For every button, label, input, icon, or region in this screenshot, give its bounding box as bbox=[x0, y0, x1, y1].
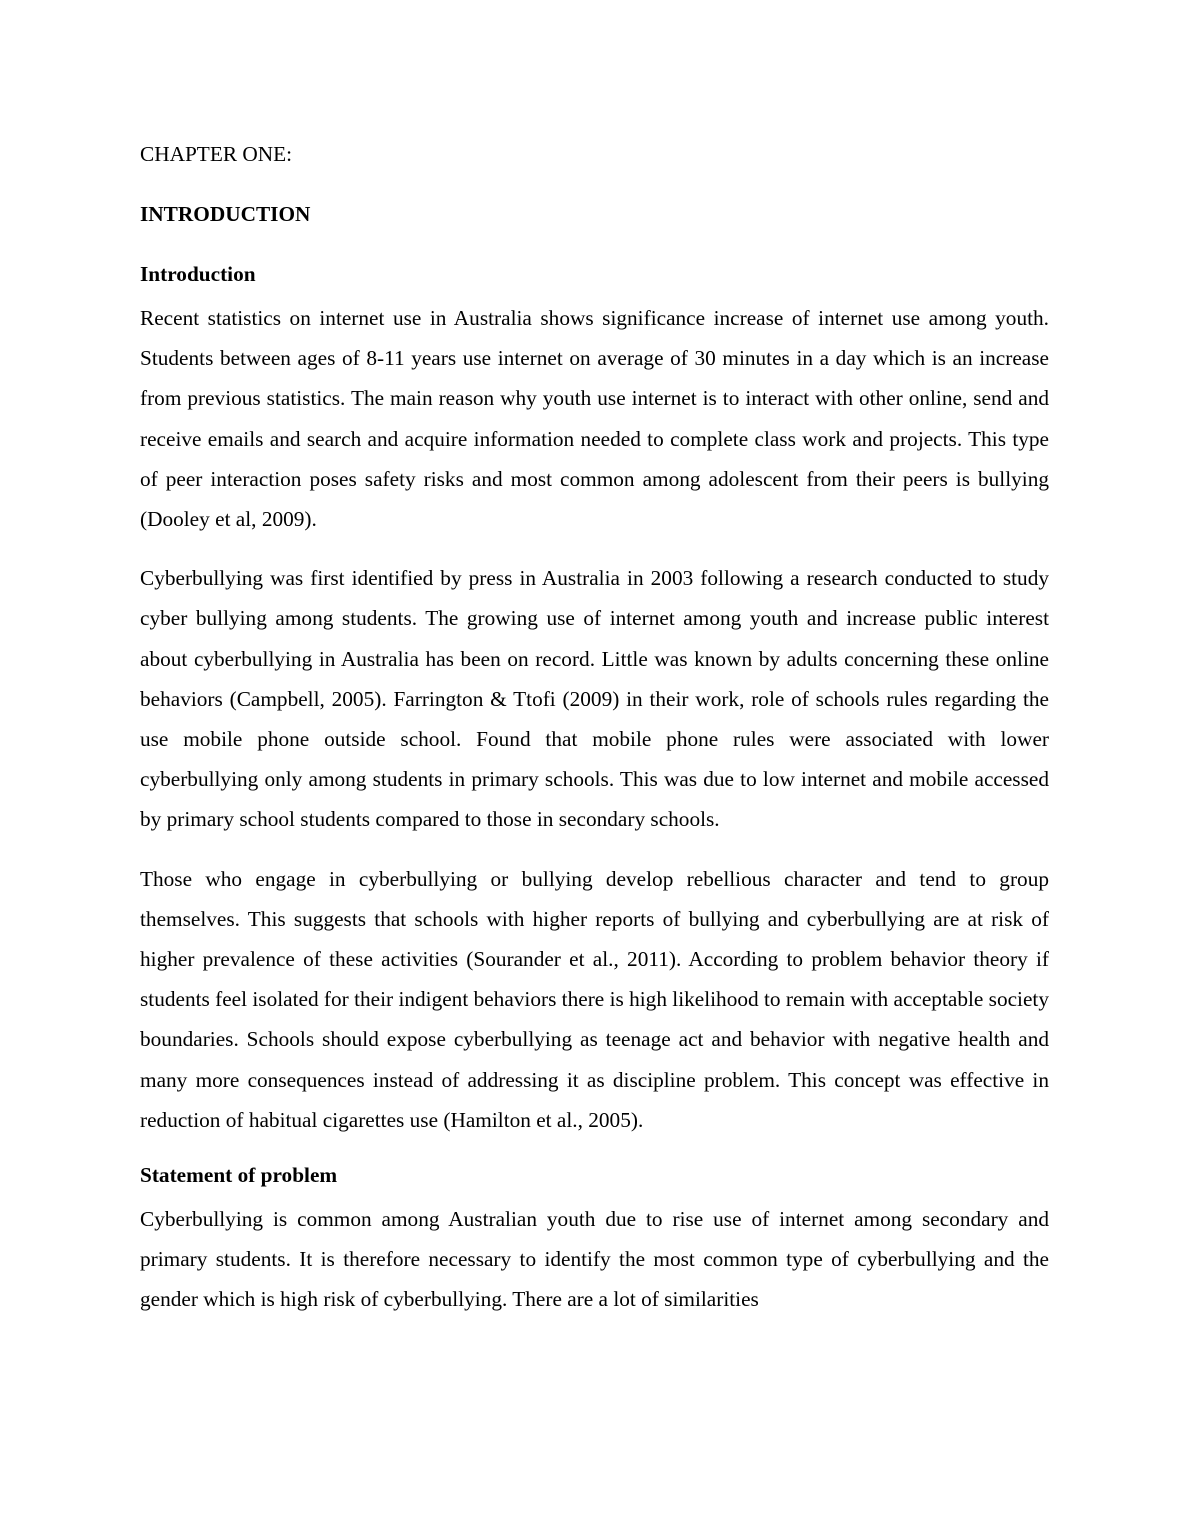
intro-paragraph-1: Recent statistics on internet use in Australia shows significance increase of internet use among youth. Students between ages of 8-11 years use internet on average of 30 minutes in a day which is an increase from previous statistics. The main reason why youth use internet is to interact with other online, send and receive emails and search and acquire information needed to complete class work and projects. This type of peer interaction poses safety risks and most common among adolescent from their peers is bullying (Dooley et al, 2009). bbox=[140, 306, 1049, 532]
document-page bbox=[140, 138, 1049, 1320]
section-heading-statement-of-problem: Statement of problem bbox=[140, 1163, 338, 1188]
section-heading-introduction: Introduction bbox=[140, 262, 256, 286]
intro-paragraph-2: Cyberbullying was first identified by press in Australia in 2003 following a research conducted to study cyber bullying among students. The growing use of internet among youth and increase public interest about cyberbullying in Australia has been on record. Little was known by adults concerning these online behaviors (Campbell, 2005). Farrington & Ttofi (2009) in their work, role of schools rules regarding the use mobile phone outside school. Found that mobile phone rules were associated with lower cyberbullying only among students in primary schools. This was due to low internet and mobile accessed by primary school students compared to those in secondary schools. bbox=[140, 566, 1049, 832]
intro-paragraph-3: Those who engage in cyberbullying or bullying develop rebellious character and tend to group themselves. This suggests that schools with higher reports of bullying and cyberbullying are at risk of higher prevalence of these activities (Sourander et al., 2011). According to problem behavior theory if students feel isolated for their indigent behaviors there is high likelihood to remain with acceptable society boundaries. Schools should expose cyberbullying as teenage act and behavior with negative health and many more consequences instead of addressing it as discipline problem. This concept was effective in reduction of habitual cigarettes use (Hamilton et al., 2005). bbox=[140, 866, 1049, 1132]
problem-paragraph-1: Cyberbullying is common among Australian youth due to rise use of internet among secondary and primary students. It is therefore necessary to identify the most common type of cyberbullying and the gender which is high risk of cyberbullying. There are a lot of similarities bbox=[140, 1207, 1049, 1312]
chapter-label: CHAPTER ONE: bbox=[140, 142, 293, 166]
main-heading: INTRODUCTION bbox=[140, 202, 311, 226]
